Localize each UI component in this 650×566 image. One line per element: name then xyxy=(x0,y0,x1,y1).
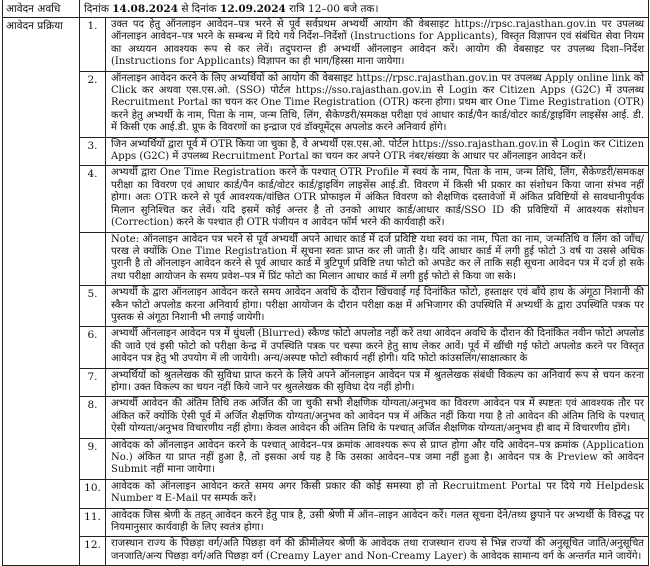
item-text: अभ्यर्थी द्वारा One Time Registration करने के पश्चात् OTR Profile में स्वयं के नाम, पिता के नाम, जन्म तिथि, लिंग, सैकेण्डरी/समकक्ष परीक्षा का विवरण एवं आधार कार्ड/पैन कार्ड/वोटर कार्ड/ड्राइविंग लाइसेंस आई.डी. विवरण में किसी भी प्रकार का संशोधन किया जाना संभव नहीं होगा। अतः OTR करने से पूर्व आवश्यक/वांछित OTR प्रोफाइल में अंकित विवरण को शैक्षणिक दस्तावेजों में अंकित प्रविष्टियों से सावधानीपूर्वक मिलान सुनिश्चित कर लेवें। यदि इसमें कोई अन्तर है तो उनको आधार कार्ड/आधार कार्ड/SSO ID की प्रविष्टियों में आवश्यक संशोधन (Correction) करने के पश्चात ही OTR पंजीयन व आवेदन फॉर्म भरने की कार्यवाही करें। xyxy=(106,166,649,232)
item-number: 9. xyxy=(80,438,106,479)
item-number: 12. xyxy=(80,537,106,566)
item-number xyxy=(80,232,106,286)
item-text: अभ्यर्थियों को श्रुतलेखक की सुविधा प्राप्त करने के लिये अपने ऑनलाइन आवेदन पत्र में श्रुतलेखक संबंधी विकल्प का अनिवार्य रूप से चयन करना होगा। उक्त विकल्प का चयन नहीं किये जाने पर श्रुतलेखक की सुविधा देय नहीं होगी। xyxy=(106,368,649,397)
process-item-row xyxy=(3,166,649,232)
item-number: 4. xyxy=(80,166,106,232)
item-text: अभ्यर्थी ऑनलाइन आवेदन पत्र में धुंधली (Blurred) स्कैण्ड फोटो अपलोड नहीं करें तथा आवेदन अवधि के दौरान की दिनांकित नवीन फोटो अपलोड की जावे एवं इसी फोटो को परीक्षा केन्द्र में उपस्थिति पत्रक पर चस्पा करने हेतु साथ लेकर आवें। पूर्व में खींची गई फोटो अपलोड करने पर विस्तृत आवेदन पत्र हेतु भी उपयोग में ली जायेगी। अन्य/अस्पष्ट फोटो स्वीकार्य नहीं होगी। यदि फोटो कांउसलिंग/साक्षात्कार के xyxy=(106,327,649,368)
application-period-value xyxy=(80,0,649,18)
process-item-row xyxy=(3,368,649,397)
item-text: उक्त पद हेतु ऑनलाइन आवेदन–पत्र भरने से पूर्व सर्वप्रथम अभ्यर्थी आयोग की वेबसाइट https://rpsc.rajasthan.gov.in पर उपलब्ध ऑनलाइन आवेदन–पत्र भरने के सम्बन्ध में दिये गये निर्देश–निर्देशों (Instructions for Applicants), विस्तृत विज्ञापन एवं संबंधित सेवा नियम का अध्ययन आवश्यक रूप से कर लेवें। तदुपरान्त ही अभ्यर्थी ऑनलाइन आवेदन करें। आयोग की वेबसाइट पर उपलब्ध दिशा–निर्देश (Instructions for Applicants) विज्ञापन का ही भाग/हिस्सा माना जायेगा। xyxy=(106,18,649,72)
item-number: 7. xyxy=(80,368,106,397)
date-from: 14.08.2024 xyxy=(112,3,179,15)
period-suffix: रात्रि 12–00 बजे तक। xyxy=(285,3,379,15)
note-text: Note: ऑनलाइन आवेदन पत्र भरने से पूर्व अभ्यर्थी अपने आधार कार्ड में दर्ज प्रविष्टि यथा स्वयं का नाम, पिता का नाम, जन्मतिथि व लिंग को जाँच/परख ले क्योंकि One Time Registration में सूचना स्वतः प्राप्त कर ली जाती है। यदि आधार कार्ड में लगी हुई फोटो 3 वर्ष या उससे अधिक पुरानी है तो ऑनलाइन आवेदन करने से पूर्व आधार कार्ड में त्रुटिपूर्ण प्रविष्टि तथा फोटो को अपडेट कर लें ताकि सही सूचना आवेदन पत्र में दर्ज हो सके तथा परीक्षा आयोजन के समय प्रवेश–पत्र में प्रिंट फोटो का मिलान आधार कार्ड में लगी हुई फोटो से किया जा सके। xyxy=(106,232,649,286)
process-item-row xyxy=(3,438,649,479)
process-item-row xyxy=(3,397,649,438)
item-text: अभ्यर्थी आवेदन की अंतिम तिथि तक अर्जित की जा चुकी सभी शैक्षणिक योग्यता/अनुभव का विवरण आवेदन पत्र में स्पष्टतः एवं आवश्यक तौर पर अंकित करें क्योंकि ऐसी पूर्व में अर्जित शैक्षणिक योग्यता/अनुभव को आवेदन पत्र में अंकित नहीं किया गया है तो आवेदन की अंतिम तिथि के पश्चात् ऐसी योग्यता/अनुभव विचारणीय नहीं होगा। केवल आवेदन की अंतिम तिथि के पश्चात् अर्जित शैक्षणिक योग्यता/अनुभव ही बाद में विचारणीय होंगे। xyxy=(106,397,649,438)
item-number: 8. xyxy=(80,397,106,438)
process-item-row xyxy=(3,479,649,508)
period-mid: से दिनांक xyxy=(178,3,221,15)
process-item-row xyxy=(3,71,649,137)
item-number: 1. xyxy=(80,18,106,72)
application-period-label: आवेदन अवधि xyxy=(3,0,80,18)
item-number: 10. xyxy=(80,479,106,508)
item-number: 11. xyxy=(80,508,106,537)
item-text: जिन अभ्यर्थियों द्वारा पूर्व में OTR किया जा चुका है, वे अभ्यर्थी एस.एस.ओ. पोर्टल https://sso.rajasthan.gov.in से Login कर Citizen Apps (G2C) में उपलब्ध Recruitment Portal का चयन कर अपने OTR नंबर/संख्या के आधार पर ऑनलाइन आवेदन करें। xyxy=(106,137,649,166)
date-to: 12.09.2024 xyxy=(220,3,286,15)
advertisement-table xyxy=(2,0,649,566)
item-number: 2. xyxy=(80,71,106,137)
process-item-row xyxy=(3,137,649,166)
application-process-label: आवेदन प्रक्रिया xyxy=(3,18,80,566)
item-text: राजस्थान राज्य के पिछड़ा वर्ग/अति पिछड़ा वर्ग की क्रीमीलेयर श्रेणी के आवेदक तथा राजस्थान राज्य से भिन्न राज्यों की अनुसूचित जाति/अनुसूचित जनजाति/अन्य पिछड़ा वर्ग/अति पिछड़ा वर्ग (Creamy Layer and Non-Creamy Layer) के आवेदक सामान्य वर्ग के अन्तर्गत माने जायेंगे। xyxy=(106,537,649,566)
process-note-row xyxy=(3,232,649,286)
item-text: अभ्यर्थी के द्वारा ऑनलाइन आवेदन करते समय आवेदन अवधि के दौरान खिंचवाई गई दिनांकित फोटो, हस्ताक्षर एवं बाँये हाथ के अंगूठा निशानी की स्कैन फोटो अपलोड करना अनिवार्य होगा। परीक्षा आयोजन के दौरान परीक्षा कक्ष में अभिजागर की उपस्थिति में अभ्यर्थी के द्वारा उपस्थिति पत्रक पर पुस्तक से अंगूठा निशानी भी लगाई जायेगी। xyxy=(106,286,649,327)
item-text: ऑनलाइन आवेदन करने के लिए अभ्यर्थियों को आयोग की वेबसाइट https://rpsc.rajasthan.gov.in पर उपलब्ध Apply online link को Click कर अथवा एस.एस.ओ. (SSO) पोर्टल https://sso.rajasthan.gov.in से Login कर Citizen Apps (G2C) में उपलब्ध Recruitment Portal का चयन कर One Time Registration (OTR) करना होगा। प्रथम बार One Time Registration (OTR) करने हेतु अभ्यर्थी के नाम, पिता के नाम, जन्म तिथि, लिंग, सैकेण्डरी/समकक्ष परीक्षा एवं आधार कार्ड/पैन कार्ड/वोटर कार्ड/ड्राइविंग लाइसेंस आई. डी. में किसी एक आई.डी. प्रूफ के विवरणों का इन्द्राज एवं डॉक्यूमेंट्स अपलोड करने अनिवार्य होंगे। xyxy=(106,71,649,137)
process-item-row xyxy=(3,537,649,566)
item-number: 6. xyxy=(80,327,106,368)
process-item-row xyxy=(3,327,649,368)
application-period-row xyxy=(3,0,649,18)
item-text: आवेदक को ऑनलाइन आवेदन करते समय अगर किसी प्रकार की कोई समस्या हो तो Recruitment Portal पर दिये गये Helpdesk Number व E-Mail पर सम्पर्क करें। xyxy=(106,479,649,508)
process-item-row xyxy=(3,286,649,327)
process-item-row xyxy=(3,18,649,72)
item-number: 5. xyxy=(80,286,106,327)
item-text: आवेदक जिस श्रेणी के तहत् आवेदन करने हेतु पात्र है, उसी श्रेणी में ऑन–लाइन आवेदन करें। गलत सूचना देने/तथ्य छुपाने पर अभ्यर्थी के विरुद्ध पर नियमानुसार कार्यवाही के लिए स्वतंत्र होगा। xyxy=(106,508,649,537)
period-prefix: दिनांक xyxy=(84,3,113,15)
process-item-row xyxy=(3,508,649,537)
item-number: 3. xyxy=(80,137,106,166)
item-text: आवेदक को ऑनलाइन आवेदन करने के पश्चात् आवेदन–पत्र क्रमांक आवश्यक रूप से प्राप्त होगा और यदि आवेदन–पत्र क्रमांक (Application No.) अंकित या प्राप्त नहीं हुआ है, तो इसका अर्थ यह है कि उसका आवेदन–पत्र जमा नहीं हुआ है। आवेदन पत्र के Preview को आवेदन Submit नहीं माना जायेगा। xyxy=(106,438,649,479)
